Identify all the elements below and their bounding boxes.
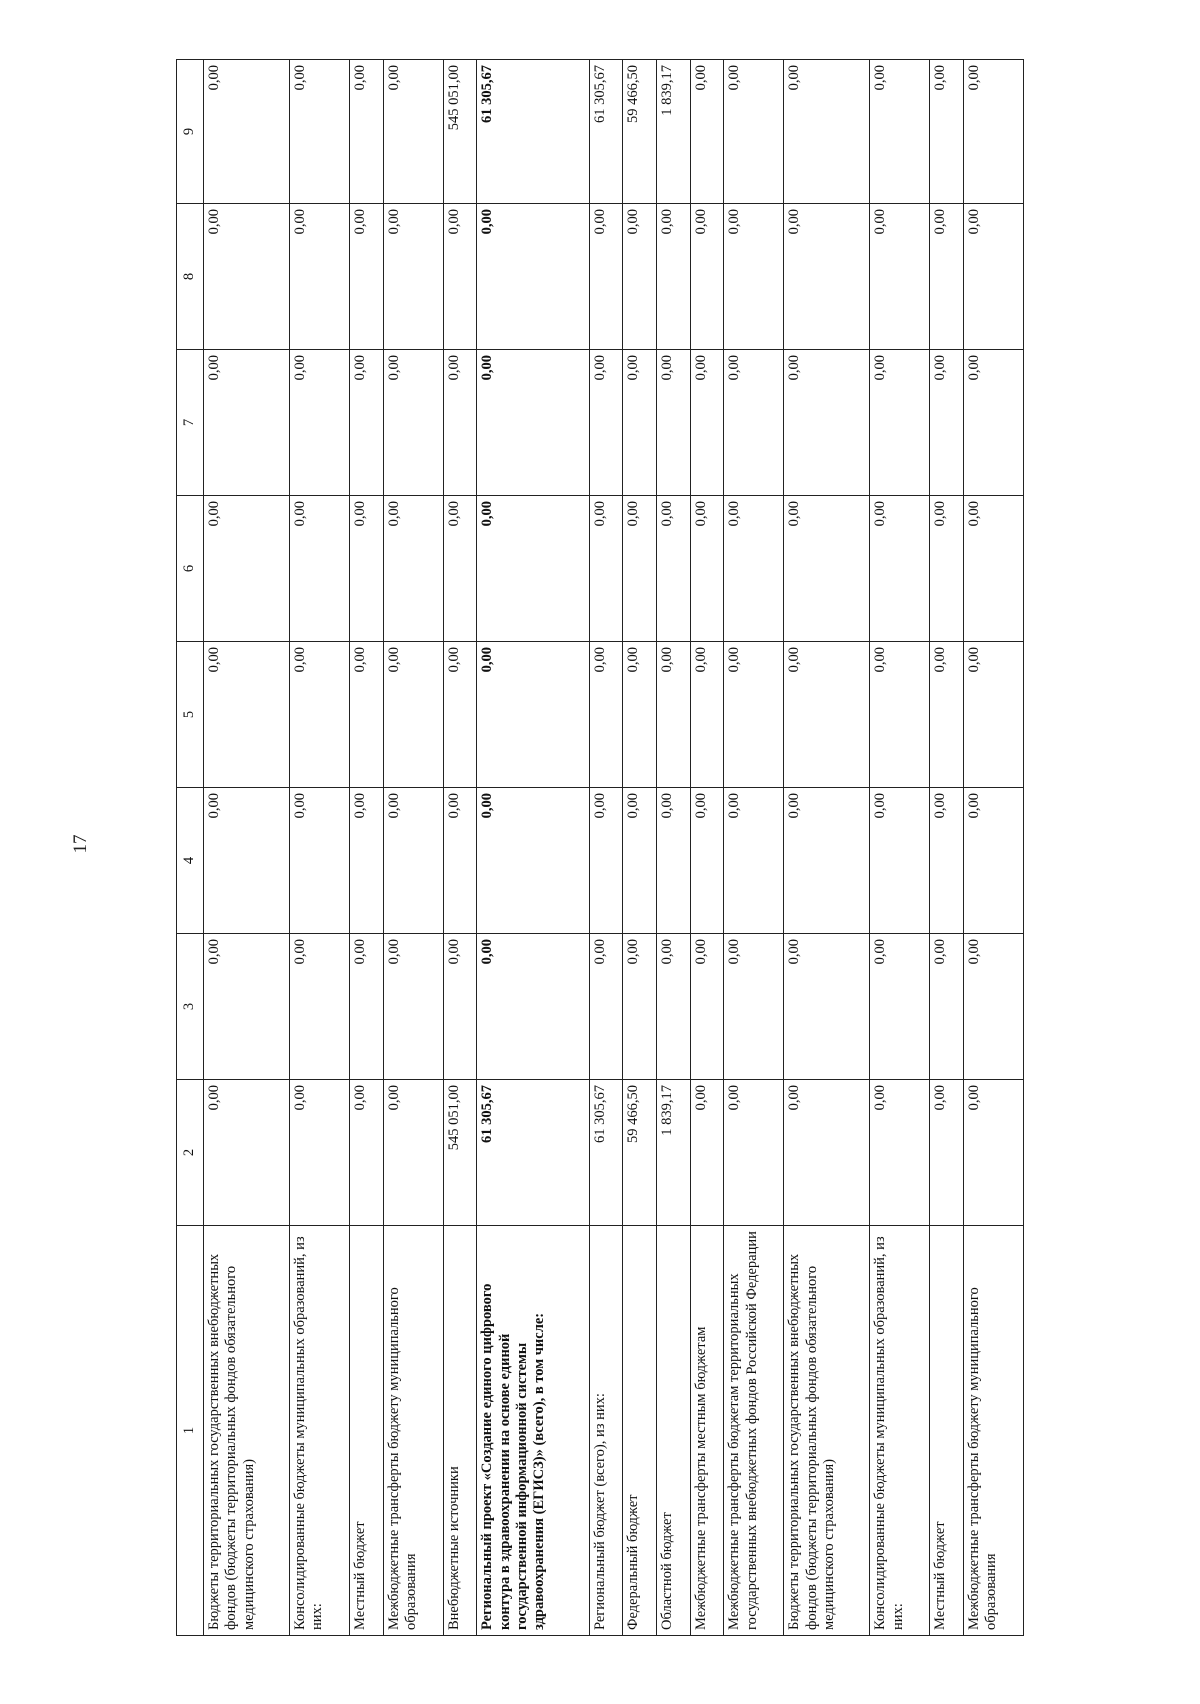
value-cell: 0,00	[656, 204, 690, 350]
value-cell: 0,00	[477, 350, 589, 496]
value-cell: 0,00	[963, 496, 1023, 642]
column-header: 4	[177, 788, 204, 934]
value-cell: 0,00	[204, 642, 290, 788]
value-cell: 0,00	[290, 350, 350, 496]
value-cell: 0,00	[290, 496, 350, 642]
value-cell: 0,00	[204, 350, 290, 496]
value-cell: 0,00	[963, 204, 1023, 350]
table-row	[443, 60, 477, 1636]
value-cell: 0,00	[870, 934, 930, 1080]
value-cell: 0,00	[477, 934, 589, 1080]
value-cell: 0,00	[930, 60, 964, 204]
table-row	[784, 60, 870, 1636]
value-cell: 0,00	[477, 788, 589, 934]
value-cell: 0,00	[656, 934, 690, 1080]
table-row	[656, 60, 690, 1636]
value-cell: 0,00	[870, 1080, 930, 1226]
value-cell: 0,00	[349, 934, 383, 1080]
row-label: Местный бюджет	[930, 1226, 964, 1636]
table-row	[383, 60, 443, 1636]
value-cell: 0,00	[930, 496, 964, 642]
value-cell: 0,00	[690, 60, 724, 204]
value-cell: 0,00	[963, 642, 1023, 788]
value-cell: 0,00	[724, 204, 784, 350]
row-label: Федеральный бюджет	[623, 1226, 657, 1636]
value-cell: 0,00	[656, 642, 690, 788]
value-cell: 0,00	[589, 204, 623, 350]
value-cell: 0,00	[443, 350, 477, 496]
column-header: 2	[177, 1080, 204, 1226]
column-header: 6	[177, 496, 204, 642]
value-cell: 1 839,17	[656, 60, 690, 204]
value-cell: 0,00	[589, 934, 623, 1080]
row-label: Межбюджетные трансферты бюджетам территориальных государственных внебюджетных фондов Российской Федерации	[724, 1226, 784, 1636]
value-cell: 0,00	[443, 496, 477, 642]
value-cell: 0,00	[870, 788, 930, 934]
table-body	[204, 60, 1024, 1636]
table-row	[724, 60, 784, 1636]
value-cell: 1 839,17	[656, 1080, 690, 1226]
table-row	[623, 60, 657, 1636]
value-cell: 0,00	[870, 204, 930, 350]
value-cell: 0,00	[290, 934, 350, 1080]
value-cell: 0,00	[690, 934, 724, 1080]
value-cell: 0,00	[690, 204, 724, 350]
value-cell: 0,00	[870, 350, 930, 496]
row-label: Региональный проект «Создание единого цифрового контура в здравоохранении на основе единой государственной информационной системы здравоохранения (ЕГИСЗ)» (всего), в том числе:	[477, 1226, 589, 1636]
value-cell: 0,00	[656, 350, 690, 496]
value-cell: 0,00	[784, 60, 870, 204]
value-cell: 0,00	[930, 350, 964, 496]
value-cell: 0,00	[349, 788, 383, 934]
value-cell: 0,00	[724, 934, 784, 1080]
value-cell: 0,00	[690, 350, 724, 496]
value-cell: 0,00	[204, 788, 290, 934]
value-cell: 61 305,67	[589, 60, 623, 204]
table-row	[690, 60, 724, 1636]
table-row	[963, 60, 1023, 1636]
value-cell: 0,00	[690, 1080, 724, 1226]
row-label: Межбюджетные трансферты местным бюджетам	[690, 1226, 724, 1636]
row-label: Областной бюджет	[656, 1226, 690, 1636]
value-cell: 0,00	[623, 350, 657, 496]
value-cell: 0,00	[383, 350, 443, 496]
value-cell: 61 305,67	[477, 60, 589, 204]
value-cell: 0,00	[656, 788, 690, 934]
row-label: Бюджеты территориальных государственных внебюджетных фондов (бюджеты территориальных фондов обязательного медицинского страхования)	[784, 1226, 870, 1636]
value-cell: 0,00	[724, 60, 784, 204]
value-cell: 0,00	[290, 204, 350, 350]
value-cell: 0,00	[443, 204, 477, 350]
table-row	[589, 60, 623, 1636]
value-cell: 0,00	[784, 204, 870, 350]
table-row	[930, 60, 964, 1636]
value-cell: 0,00	[724, 496, 784, 642]
column-header: 1	[177, 1226, 204, 1636]
value-cell: 0,00	[930, 788, 964, 934]
page-number: 17	[70, 834, 91, 854]
value-cell: 0,00	[690, 642, 724, 788]
table-row	[349, 60, 383, 1636]
value-cell: 59 466,50	[623, 1080, 657, 1226]
value-cell: 59 466,50	[623, 60, 657, 204]
value-cell: 0,00	[724, 788, 784, 934]
value-cell: 61 305,67	[589, 1080, 623, 1226]
value-cell: 0,00	[349, 350, 383, 496]
value-cell: 0,00	[963, 60, 1023, 204]
value-cell: 0,00	[477, 496, 589, 642]
value-cell: 0,00	[383, 1080, 443, 1226]
value-cell: 0,00	[349, 204, 383, 350]
table-row	[290, 60, 350, 1636]
value-cell: 0,00	[383, 204, 443, 350]
value-cell: 0,00	[204, 204, 290, 350]
value-cell: 0,00	[724, 350, 784, 496]
value-cell: 0,00	[204, 496, 290, 642]
value-cell: 0,00	[589, 350, 623, 496]
value-cell: 0,00	[589, 496, 623, 642]
table-row	[477, 60, 589, 1636]
value-cell: 0,00	[349, 1080, 383, 1226]
row-label: Внебюджетные источники	[443, 1226, 477, 1636]
value-cell: 0,00	[623, 642, 657, 788]
value-cell: 0,00	[656, 496, 690, 642]
column-header: 5	[177, 642, 204, 788]
value-cell: 0,00	[623, 204, 657, 350]
value-cell: 0,00	[383, 788, 443, 934]
value-cell: 0,00	[784, 1080, 870, 1226]
column-header: 9	[177, 60, 204, 204]
value-cell: 0,00	[589, 788, 623, 934]
value-cell: 0,00	[930, 642, 964, 788]
rotated-table-wrapper	[176, 60, 1024, 1636]
value-cell: 0,00	[383, 642, 443, 788]
value-cell: 0,00	[784, 934, 870, 1080]
value-cell: 0,00	[589, 642, 623, 788]
row-label: Консолидированные бюджеты муниципальных образований, из них:	[870, 1226, 930, 1636]
value-cell: 0,00	[784, 496, 870, 642]
row-label: Бюджеты территориальных государственных внебюджетных фондов (бюджеты территориальных фондов обязательного медицинского страхования)	[204, 1226, 290, 1636]
value-cell: 0,00	[383, 496, 443, 642]
value-cell: 0,00	[930, 934, 964, 1080]
value-cell: 0,00	[204, 934, 290, 1080]
value-cell: 0,00	[930, 204, 964, 350]
value-cell: 0,00	[784, 788, 870, 934]
value-cell: 0,00	[870, 60, 930, 204]
value-cell: 0,00	[349, 60, 383, 204]
row-label: Консолидированные бюджеты муниципальных образований, из них:	[290, 1226, 350, 1636]
value-cell: 0,00	[870, 642, 930, 788]
value-cell: 0,00	[963, 788, 1023, 934]
value-cell: 0,00	[204, 60, 290, 204]
value-cell: 0,00	[349, 642, 383, 788]
value-cell: 0,00	[930, 1080, 964, 1226]
value-cell: 0,00	[963, 1080, 1023, 1226]
row-label: Местный бюджет	[349, 1226, 383, 1636]
value-cell: 0,00	[623, 788, 657, 934]
value-cell: 0,00	[290, 60, 350, 204]
value-cell: 0,00	[290, 1080, 350, 1226]
value-cell: 0,00	[477, 204, 589, 350]
value-cell: 0,00	[784, 350, 870, 496]
column-header: 3	[177, 934, 204, 1080]
value-cell: 0,00	[443, 788, 477, 934]
value-cell: 0,00	[349, 496, 383, 642]
value-cell: 545 051,00	[443, 60, 477, 204]
budget-table	[176, 59, 1024, 1636]
value-cell: 0,00	[383, 934, 443, 1080]
row-label: Межбюджетные трансферты бюджету муниципального образования	[383, 1226, 443, 1636]
row-label: Межбюджетные трансферты бюджету муниципального образования	[963, 1226, 1023, 1636]
value-cell: 0,00	[290, 788, 350, 934]
table-row	[870, 60, 930, 1636]
value-cell: 0,00	[204, 1080, 290, 1226]
value-cell: 0,00	[290, 642, 350, 788]
value-cell: 0,00	[690, 788, 724, 934]
value-cell: 0,00	[443, 934, 477, 1080]
value-cell: 0,00	[870, 496, 930, 642]
value-cell: 0,00	[690, 496, 724, 642]
value-cell: 0,00	[443, 642, 477, 788]
value-cell: 0,00	[623, 496, 657, 642]
value-cell: 0,00	[784, 642, 870, 788]
table-header-row	[177, 60, 204, 1636]
column-header: 7	[177, 350, 204, 496]
table-row	[204, 60, 290, 1636]
value-cell: 0,00	[477, 642, 589, 788]
value-cell: 0,00	[724, 642, 784, 788]
value-cell: 0,00	[383, 60, 443, 204]
row-label: Региональный бюджет (всего), из них:	[589, 1226, 623, 1636]
value-cell: 0,00	[963, 350, 1023, 496]
value-cell: 0,00	[724, 1080, 784, 1226]
value-cell: 545 051,00	[443, 1080, 477, 1226]
value-cell: 0,00	[623, 934, 657, 1080]
value-cell: 0,00	[963, 934, 1023, 1080]
column-header: 8	[177, 204, 204, 350]
value-cell: 61 305,67	[477, 1080, 589, 1226]
